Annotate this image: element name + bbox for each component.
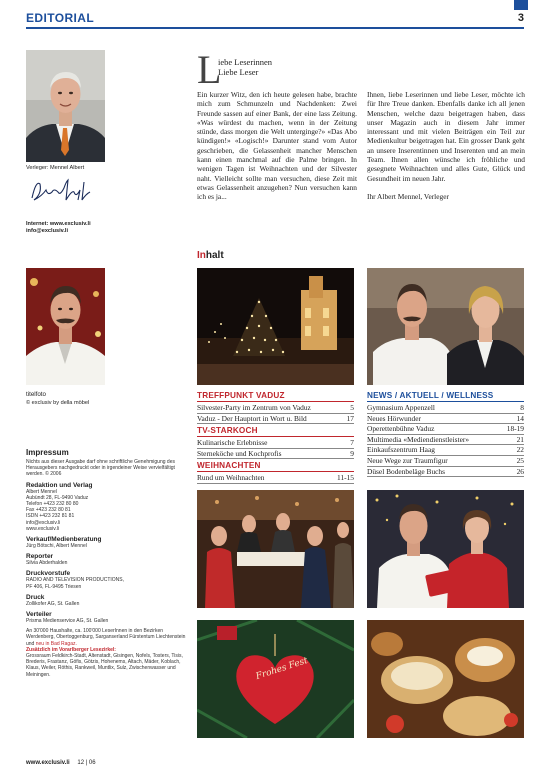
toc-item-title: Einkaufszentrum Haag: [367, 445, 435, 455]
impressum-sections: [26, 482, 186, 625]
toc-item[interactable]: [367, 435, 524, 446]
publisher-email: info@exclusiv.li: [26, 228, 69, 234]
impressum-line: Jürg Bötschi, Albert Mennel: [26, 543, 87, 550]
editorial-signoff: Ihr Albert Mennel, Verleger: [367, 191, 449, 201]
toc-item-title: Operettenbühne Vaduz: [367, 424, 435, 434]
toc-item-page: 7: [350, 438, 354, 448]
page-footer: [26, 760, 96, 766]
toc-item[interactable]: [367, 445, 524, 456]
toc-item-title: Düsel Bodenbeläge Buchs: [367, 466, 445, 476]
impressum-intro: Nichts aus dieser Ausgabe darf ohne schriftliche Genehmigung des Herausgebers nachgedruckt oder in irgendeiner Weise vervielfältigt werden. © 2006: [26, 459, 175, 478]
impressum-heading: Druck: [26, 593, 45, 601]
toc-item[interactable]: [367, 467, 524, 478]
toc-heading: TV-STARKOCH: [197, 426, 354, 437]
toc-item-page: 11-15: [337, 473, 354, 483]
impressum-line: Prisma Medienservice AG, St. Gallen: [26, 618, 109, 625]
cover-photo: [26, 268, 105, 385]
impressum-line: Telefon +423 232 80 80: [26, 501, 79, 508]
impressum-line: www.exclusiv.li: [26, 525, 59, 532]
editorial-column-2: [367, 90, 525, 201]
impressum-heading: Redaktion und Verlag: [26, 481, 93, 489]
christmas-cookies-photo: [367, 620, 524, 738]
toc-item[interactable]: [367, 424, 524, 435]
impressum-line: Aubündt 28, FL-9490 Vaduz: [26, 494, 89, 501]
publisher-signature: [28, 176, 98, 206]
toc-item-page: 26: [516, 466, 524, 476]
publisher-internet: Internet: www.exclusiv.li: [26, 221, 91, 227]
toc-item-page: 9: [350, 448, 354, 458]
toc-item-title: Kulinarische Erlebnisse: [197, 438, 268, 448]
greeting-line-2: Liebe Leser: [218, 67, 259, 77]
cover-photo-label: titelfoto: [26, 391, 46, 398]
editorial-column-1: Ein kurzer Witz, den ich heute gelesen habe, brachte mich zum Schmunzeln und Nachdenken: Zwei Freunde sassen auf einer Bank, der eine lass Zeitung. «Was würdest du machen, wenn in der Zeitung stünde, dass morgen die Welt unterginge?» «Das Abo kündigen!» «Logisch!» Darunter stand vom Autor geschrieben, die Gelassenheit mancher Menschen kann einen manchmal auf die Palme bringen. In wenigen Tagen ist Weihnachten und der Silvester naht. Vielleicht sollte man versuchen, diese Zeit mit etwas Gelassenheit anzugehen? Nun versuchen kann ich es ja...: [197, 90, 357, 202]
impressum-line: Albert Mennel: [26, 488, 57, 495]
party-photo: [197, 490, 354, 608]
section-title: EDITORIAL: [26, 11, 95, 25]
toc-item[interactable]: [197, 403, 354, 414]
toc-item-title: Gymnasium Appenzell: [367, 403, 435, 412]
contents-list-left: [197, 391, 354, 484]
editorial-greeting: [218, 57, 272, 77]
drop-initial: L: [197, 47, 222, 92]
contents-list-right: [367, 391, 524, 477]
contents-title-prefix: In: [197, 250, 206, 261]
impressum-heading: Druckvorstufe: [26, 570, 71, 578]
chef-with-woman-photo: [367, 490, 524, 608]
toc-item-title: Multimedia «Mediendienstleister»: [367, 434, 470, 444]
impressum-heading: Verkauf/Medienberatung: [26, 536, 102, 544]
footer-issue: 12 | 06: [77, 760, 96, 766]
impressum-heading: Reporter: [26, 553, 54, 561]
toc-heading: WEIHNACHTEN: [197, 461, 354, 472]
toc-item[interactable]: [197, 414, 354, 425]
vaduz-night-photo: [197, 268, 354, 385]
publisher-caption: Verleger: Mennel Albert: [26, 165, 85, 171]
toc-item-page: 22: [516, 445, 524, 455]
toc-item-title: Neue Wege zur Traumfigur: [367, 455, 448, 465]
impressum-line: info@exclusiv.li: [26, 519, 61, 526]
toc-item-page: 21: [516, 434, 524, 444]
toc-item[interactable]: [197, 449, 354, 460]
editorial-column-2-text: Ihnen, liebe Leserinnen und liebe Leser, möchte ich für Ihre Treue danken. Ebenfalls danke ich all jenen Menschen, welche dazu beigetragen haben, dass unser Magazin auch in diesem Jahr immer interessant und mit vielen Beiträgen ein Teil zur Medienkultur beigetragen hat. Ein grosser Dank geht an unsere Inserentinnen und Inserenten und an mein Team. Ihnen allen wünsche ich fröhliche und gesegnete Weihnachten und alles Gute, Glück und Gesundheit im neuen Jahr.: [367, 90, 525, 183]
page-number: 3: [517, 12, 524, 24]
corner-marker: [514, 0, 528, 10]
distribution-text: An 30'000 Haushalte, ca. 100'000 LeserInnen in den Bezirken Werdenberg, Obertoggenburg, Sarganserland Fürstentum Liechtenstein und: [26, 628, 186, 647]
toc-heading-news: NEWS / AKTUELL / WELLNESS: [367, 391, 524, 402]
footer-url: www.exclusiv.li: [26, 760, 70, 766]
impressum-title: Impressum: [26, 448, 69, 457]
toc-item[interactable]: [197, 473, 354, 484]
toc-item-page: 14: [516, 413, 524, 423]
toc-item-title: Neues Hörwunder: [367, 413, 421, 423]
impressum: [26, 448, 186, 678]
impressum-line: Fax +423 232 80 81: [26, 507, 71, 514]
toc-item-title: Silvester-Party im Zentrum von Vaduz: [197, 403, 311, 412]
distribution-vorarlberg-heading: Zusätzlich im Vorarlberger Lesezirkel:: [26, 646, 116, 653]
toc-item-page: 17: [346, 413, 354, 423]
greeting-line-1: iebe Leserinnen: [218, 57, 273, 67]
publisher-contact: [26, 221, 91, 235]
toc-item[interactable]: [197, 438, 354, 449]
toc-item-title: Sterneköche und Kochprofis: [197, 448, 282, 458]
impressum-distribution: [26, 628, 186, 678]
impressum-line: ISDN +423 232 81 81: [26, 513, 75, 520]
toc-item[interactable]: [367, 456, 524, 467]
cover-photo-credit: © exclusiv by della möbel: [26, 400, 90, 406]
heart-ornament-photo: [197, 620, 354, 738]
toc-heading: TREFFPUNKT VADUZ: [197, 391, 354, 402]
toc-item-page: 25: [516, 455, 524, 465]
impressum-heading: Verteiler: [26, 611, 52, 619]
toc-item[interactable]: [367, 414, 524, 425]
toc-item-page: 5: [350, 403, 354, 412]
distribution-towns: Grossraum Feldkirch-Stadt, Altenstadt, Gisingen, Nofels, Tosters, Tisis, Brederis, Frastanz, Göfis, Götzis, Hohenems, Altach, Mäder, Koblach, Klaus, Weiler, Röthis, Rankweil, Muntlix, Sulz, Zwischenwasser und Meiningen.: [26, 653, 183, 678]
toc-items-news: [367, 403, 524, 477]
toc-item-title: Vaduz - Der Hauptort in Wort u. Bild: [197, 413, 307, 423]
toc-item-title: Rund um Weihnachten: [197, 473, 265, 483]
heart-ornament-text: Frohes Fest: [254, 655, 310, 683]
publisher-photo: [26, 50, 105, 162]
header-rule: [26, 27, 524, 29]
toc-item-page: 8: [520, 403, 524, 412]
distribution-bad-ragaz: neu in Bad Ragaz.: [35, 640, 77, 647]
toc-item-page: 18-19: [506, 424, 524, 434]
impressum-line: PF 406, FL-9495 Triesen: [26, 583, 82, 590]
impressum-line: RADIO AND TELEVISION PRODUCTIONS,: [26, 577, 124, 584]
impressum-line: Zollikofer AG, St. Gallen: [26, 600, 80, 607]
contents-title-suffix: halt: [205, 250, 224, 261]
impressum-line: Silvia Abderhalden: [26, 560, 68, 567]
toc-item[interactable]: [367, 403, 524, 414]
chef-and-guest-photo: [367, 268, 524, 385]
contents-title: [197, 250, 224, 261]
